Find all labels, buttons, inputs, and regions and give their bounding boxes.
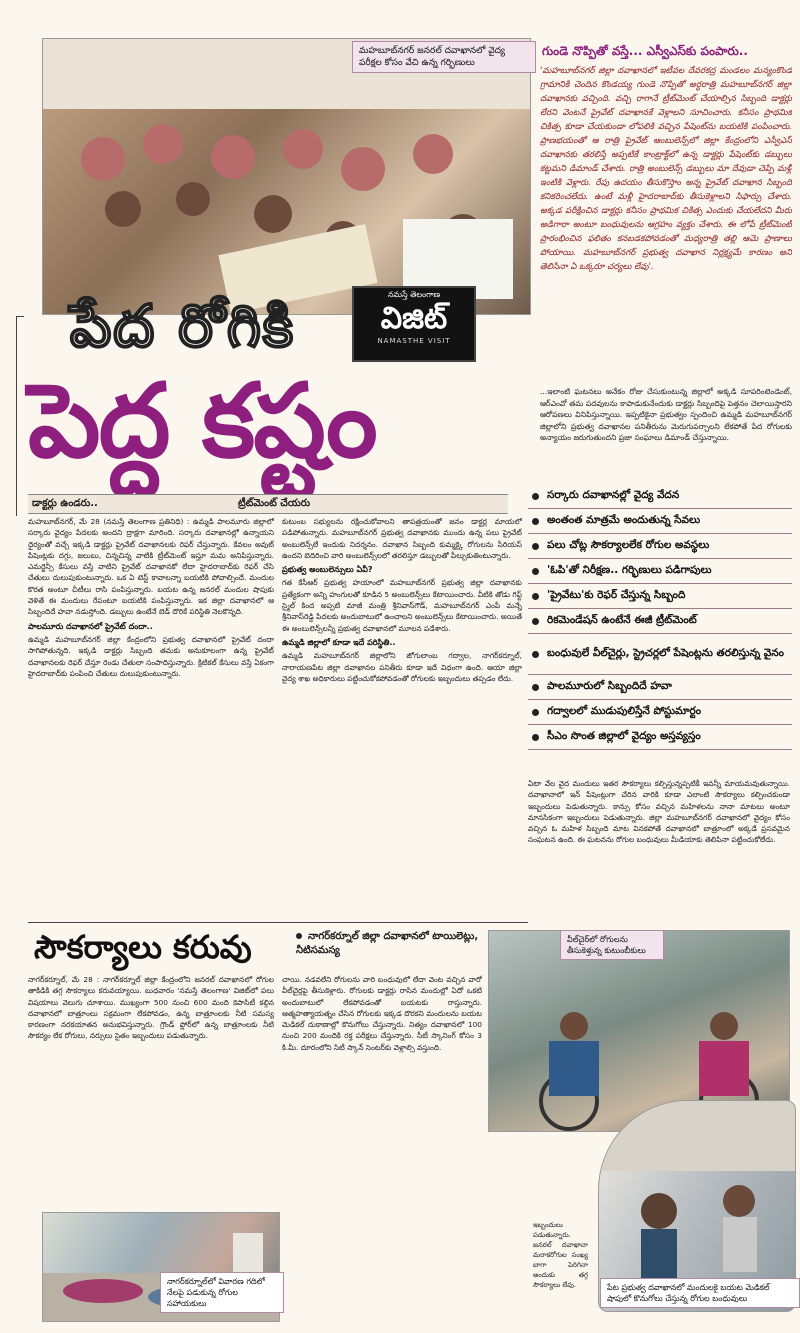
headline-frame-left	[16, 316, 17, 516]
bullet-dot-icon	[532, 684, 539, 691]
badge-main-text: విజిట్	[380, 301, 448, 336]
bullet-dot-icon	[532, 518, 539, 525]
badge-top-text: నమస్తే తెలంగాణ	[387, 290, 441, 299]
bullet-item: పలు చోట్ల సౌకర్యాలలేక రోగుల అవస్థలు	[528, 534, 792, 559]
bullet-dot-icon	[532, 593, 539, 600]
col1b-text: ఉమ్మడి మహబూబ్‌నగర్ జిల్లా కేంద్రంలోని ప్రభుత్వ దవాఖానలో ప్రైవేట్ దందా సాగిపోతున్నది. ఇక్కడి డాక్టర్లు సిబ్బంది తమకు అనుకూలంగా ఉన్న ప్రైవేట్ దవాఖానలకు రెఫర్ చేస్తూ రెండు చేతులా సంపాదిస్తున్నారు. క్రిటికల్ కేసులు వస్తే ఏకంగా హైదరాబాద్‌కు పంపించి చేతులు దులుపుకుంటున్నారు.	[28, 634, 274, 678]
strap-line	[28, 494, 508, 514]
bullet-item: 'ప్రైవేటు'కు రెఫర్ చేస్తున్న సిబ్బంది	[528, 584, 792, 609]
article-column-2	[282, 516, 522, 916]
side-paragraph: ...ఇలాంటి ఘటనలు అనేకం రోజు చేసుకుంటున్న జిల్లాలో అక్కడి సూపరింటెండెంట్, ఆర్‌ఎంవో తమ పదవులను కాపాడుకునేందుకు డాక్టర్లు సిబ్బందిపై పెత్తనం చెలాయిస్తారని ఆరోపణలు వినిపిస్తున్నాయి. ఇప్పటికైనా ప్రభుత్వం స్పందించి ఉమ్మడి మహబూబ్‌నగర్ జిల్లాలోని ప్రభుత్వ దవాఖానల పనితీరును మెరుగుపర్చాలని లేకపోతే పేద రోగులకు అన్యాయం జరుగుతుందని ప్రజా సంఘాలు డిమాండ్ చేస్తున్నాయి.	[540, 387, 792, 443]
side-quote: 'మహబూబ్‌నగర్ జిల్లా దవాఖానలో ఇటీవల దేవరకద్ర మండలం మన్యంకొండ గ్రామానికి చెందిన కొండయ్య గుండె నొప్పితో అర్ధరాత్రి మహబూబ్‌నగర్ జిల్లా దవాఖానకు వచ్చింది. వచ్చి రాగానే ట్రీట్‌మెంట్ చేయాల్సిన సిబ్బంది డాక్టర్లు లేరని వెంటనే ప్రైవేట్ దవాఖానకే వెళ్లాలని సూచించారు. కనీసం ప్రాథమిక చికిత్స కూడా చేయకుండా లోపలికి వచ్చిన పేషెంట్‌ను బయటికి పంపించారు. ప్రాణభయంతో ఆ రాత్రి ప్రైవేట్ ఆంబులెన్స్‌లో జిల్లా కేంద్రంలోని ఎస్వీఎస్ దవాఖానకు తరలిస్తే అప్పటికే కాంట్రాక్ట్‌లో ఉన్న డాక్టర్లు పేషెంట్‌కు డబ్బులు కట్టమని డిమాండ్ చేశారు. రాత్రి అంబులెన్స్ డబ్బులు మా దేవుడా చెప్పి మళ్లీ ఇంటికి వెళ్లారు. రేపు ఉదయం తీసుకొస్తాం అన్న ప్రైవేట్ దవాఖాన సిబ్బంది కనికరించలేదు. ఉంటే మళ్లీ హైదరాబాద్‌కు తీసుకెళ్లాలని సిఫార్సు చేశారు. అక్కడ పరీక్షించిన డాక్టర్లు కనీసం ప్రాథమిక చికిత్స ఎందుకు చేయలేదని మీరు అడిగారా అంటూ బంధువులను ఆగ్రహం వ్యక్తం చేశారు. ఈ లోపే ట్రీట్‌మెంట్ ప్రారంభించిన ఫలితం కనబడకపోవడంతో మధ్యరాత్రి తల్లి ఆమె ప్రాణాలు పోయాయి. మహబూబ్‌నగర్ ప్రభుత్వ దవాఖాన నిర్లక్ష్యమే కారణం అని తెలిసినా ఏ ఒక్కరూ చర్యలు లేవు'.	[540, 66, 792, 272]
top-photo-hospital-waiting	[42, 38, 531, 315]
bullet-item: రికమెండేషన్ ఉంటేనే ఈజీ ట్రీట్‌మెంట్	[528, 609, 792, 634]
top-photo-caption: మహబూబ్‌నగర్ జనరల్ దవాఖానలో వైద్య పరీక్షల కోసం వేచి ఉన్న గర్భిణులు	[352, 41, 536, 73]
headline-line1: పేద రోగికి	[70, 292, 296, 360]
article-column-1	[28, 516, 274, 916]
article-column-5: చాయి. నడవలేని రోగులను వారి బంధువులో లేదా వెంట వచ్చిన వారో వీల్‌చైర్లపై తీసుకెళ్లారు. రోగులకు డాక్టర్లు రాసిన మందుల్లో ఏదో ఒకటి అందుబాటులో లేకపోవడంతో బయటకు రాస్తున్నారు. ఆత్మహత్యాయత్నం చేసిన రోగులకు ఇక్కడ దొరకని మందులను బయట మెడికల్ దుకాణాల్లో కొనుగోలు చేస్తున్నారు. నిత్యం దవాఖానలో 100 నుంచి 200 మందికి రక్త పరీక్షలు చేస్తున్నారు. సీటీ స్కానింగ్ కోసం 3 కి.మీ. దూరంలోని సిటీ స్కాన్ సెంటర్‌కు వెళ్లాల్సి వస్తుంది.	[282, 975, 482, 1052]
bullet-dot-icon	[532, 568, 539, 575]
article-column-3: ఏటా వేల వైద మందులు ఇతర సౌకర్యాలు కల్పిస్తున్నప్పటికీ ఇవన్నీ మాయమవుతున్నాయి. దవాఖానాలో ఇన్ పేషెంట్లుగా చేరిన వారికి కూడా ఎలాంటి సౌకర్యాలు కల్పించకుండా ఇబ్బందులు పెడుతున్నారు. కాన్పు కోసం వచ్చిన మహిళలను నానా మాటలు అంటూ మానసికంగా ఇబ్బందులు పెడుతున్నారు. జిల్లా మహబూబ్‌నగర్ దవాఖానలో వైద్యం కోసం వచ్చిన ఓ మహిళ సిబ్బంది మాట వినకపోతే దవాఖానలో బాత్రూంలో అక్కడే ప్రసవమైన సంఘటన ఉంది. ఈ ఘటనను రోగుల బంధువులు మీడియాకు తెలిపినా పట్టించుకోలేదు.	[528, 779, 790, 845]
bullet-dot-icon	[532, 618, 539, 625]
bullet-item: పాలమూరులో సిబ్బందిదే హవా	[528, 675, 792, 700]
bullet-list	[528, 484, 792, 750]
bullet-item: గద్వాలలో ముడుపులిస్తేనే పోస్టుమార్టం	[528, 700, 792, 725]
col2c-text: ఉమ్మడి మహబూబ్‌నగర్ జిల్లాలోని జోగులాంబ గద్వాల, నాగర్‌కర్నూల్, నారాయణపేట జిల్లా దవాఖానల పనితీరు కూడా ఇదే విధంగా ఉంది. ఆయా జిల్లా వైద్య శాఖ అధికారులు పట్టించుకోకపోవడంతో రోగులకు ఇబ్బందులు తప్పడం లేదు.	[282, 651, 522, 683]
col2-subheading: ప్రభుత్వ అంబులెన్సులు ఏవీ?	[282, 565, 373, 575]
col1-subheading: పాలమూరు దవాఖానలో ప్రైవేట్ దందా..	[28, 621, 153, 631]
section2-bullet: నాగర్‌కర్నూల్ జిల్లా దవాఖానలో టాయిలెట్లు, నీటిసమస్య	[296, 931, 479, 956]
strap-left: డాక్టర్లు ఉండరు..	[32, 498, 98, 509]
strap-right: ట్రీట్‌మెంట్ చేయరు	[238, 498, 311, 509]
col2b-text: గత కేసీఆర్ ప్రభుత్వ హయాంలో మహబూబ్‌నగర్ ప్రభుత్వ జిల్లా దవాఖానకు ప్రత్యేకంగా అన్ని హంగులతో కూడిన 5 అంబులెన్స్‌లు కేటాయించారు. వీటికి తోడు గిఫ్ట్ స్మైల్ కింద అప్పటి మాజీ మంత్రి శ్రీనివాస్‌గౌడ్, మహబూబ్‌నగర్ ఎంపీ మన్నే శ్రీనివాస్‌రెడ్డి పేదలకు అందుబాటులో ఉంచాలని అంబులెన్స్‌లు కేటాయించారు. అయితే ఈ అంబులెన్స్‌లన్నీ ప్రభుత్వ దవాఖానలో మూలన పడేశారు.	[282, 578, 522, 633]
section2-divider	[28, 922, 528, 923]
headline-line2: పెద్ద కష్టం	[28, 362, 376, 481]
section2-title: సౌకర్యాలు కరువు	[34, 928, 252, 966]
top-photo-illustration	[43, 39, 530, 314]
bullet-item: బంధువులే వీల్‌చైర్లు, స్ట్రెచర్లలో పేషెంట్లను తరలిస్తున్న వైనం	[528, 634, 792, 675]
col2-subheading-2: ఉమ్మడి జిల్లాలో కూడా ఇదే పరిస్థితి..	[282, 637, 396, 647]
floor-waiting-caption: నాగర్‌కర్నూల్‌లో వివారణ గదిలో నేలపై పడుకున్న రోగుల సహాయకులు	[160, 1272, 284, 1313]
badge-bottom-text: NAMASTHE VISIT	[377, 337, 451, 345]
bullet-item: సర్కారు దవాఖానల్లో వైద్య వేదన	[528, 484, 792, 509]
headline-frame-top	[16, 316, 24, 317]
article-column-6: ఇబ్బందులు పడుతున్నారు. జనరల్ దవాఖానా మరాకరోగుల సంఖ్య బాగా పెరిగినా అందుకు తగ్గ సౌకర్యాలు లేవు.	[533, 1221, 588, 1289]
col2-text: కుటుంబ సభ్యులను రక్షించుకోవాలని తాపత్రయంతో జనం డాక్టర్ల మాయలో పడిపోతున్నారు. మహబూబ్‌నగర్ ప్రభుత్వ దవాఖానకు ముందు ఉన్న పలు ప్రైవేట్ అంబులెన్స్‌లే ఇందుకు నిదర్శనం. దవాఖాన సిబ్బంది కుమ్మక్కై రోగులను సీరియస్ ఉందని బెదిరించి వారి అంబులెన్స్‌లలో తరలిస్తూ డబ్బులతో పీల్చుకుతింటున్నారు.	[282, 517, 522, 560]
bullet-dot-icon	[532, 543, 539, 550]
medical-shop-caption: పేట ప్రభుత్వ దవాఖానలో మందులకై బయట మెడికల్ షాపులో కొనుగోలు చేస్తున్న రోగుల బంధువులు	[600, 1278, 800, 1308]
wheelchair-caption: వీల్‌చైర్‌లో రోగులను తీసుకెళ్తున్న కుటుంబీకులు	[560, 930, 664, 960]
bullet-dot-icon	[532, 493, 539, 500]
namasthe-visit-badge	[352, 286, 476, 362]
bullet-item: 'ఓపి'తో నిరీక్షణ.. గర్భిణులు పడిగాపులు	[528, 559, 792, 584]
bullet-item: సీఎం సొంత జిల్లాలో వైద్యం అస్తవ్యస్తం	[528, 725, 792, 750]
article-column-4: నాగర్‌కర్నూల్, మే 28 : నాగర్‌కర్నూల్ జిల్లా కేంద్రంలోని జనరల్ దవాఖానలో రోగుల తాకిడికి తగ్గ సౌకర్యాలు కరువయ్యాయి. బుధవారం 'నమస్తే తెలంగాణ' విజిట్‌లో పలు విషయాలు వెలుగు చూశాయి. ముఖ్యంగా 500 నుంచి 600 మంది కెపాసిటీ కల్గిన దవాఖానలో బాత్రూంలు సక్రమంగా లేకపోవడం, ఉన్న బాత్రూంలకు నీటి సమస్య కారణంగా నరకయాతన అనుభవిస్తున్నారు. గ్రౌండ్ ఫ్లోర్‌లో ఉన్న బాత్రూంలకు నీటి సౌకర్యం లేక రోగులు, నర్సులు సైతం ఇబ్బందులు పడుతున్నారు.	[28, 975, 274, 1041]
bullet-dot-icon	[532, 651, 539, 658]
bullet-item: అంతంత మాత్రమే అందుతున్న సేవలు	[528, 509, 792, 534]
side-heading: గుండె నొప్పితో వస్తే... ఎస్వీఎస్‌కు పంపారు..	[542, 44, 748, 58]
bullet-dot-icon	[532, 734, 539, 741]
bullet-dot-icon	[532, 709, 539, 716]
col1-text: మహబూబ్‌నగర్, మే 28 (నమస్తే తెలంగాణ ప్రతినిధి) : ఉమ్మడి పాలమూరు జిల్లాలో సర్కారు వైద్యం పేదలకు అందని ద్రాక్షగా మారింది. సర్కారు దవాఖానల్లో ఉన్నాయని ధైర్యంతో వచ్చే ఇక్కడి డాక్టర్లు ప్రైవేట్ దవాఖానలకు రెఫర్ చేస్తున్నారు. కేవలం అవుట్ పేషెంట్లకు దగ్గు, జలుబు, చిన్నచిన్న వాటికి ట్రీట్‌మెంట్ ఇస్తూ మమ అనిపిస్తున్నారు. ఎమర్జెన్సీ కేసులు వస్తే వాటిని ప్రైవేట్ దవాఖానకో లేదా హైదరాబాద్‌కు రెఫర్ చేసి చేతులు దులుపుకుంటున్నారు. ఒక ఏ టెస్ట్ కావాలన్నా బయటికి పోవాల్సిందే. మందుల కొరత అంటూ చీటీలు రాసి పంపిస్తున్నారు. బయట ఉన్న జనరల్ మందుల షాపుకు వెళితే ఈ మందులు రేపంటూ బయటికి పంపిస్తున్నారు. ఇక జిల్లా దవాఖానలో ఆ సిబ్బందిదే హవా నడుస్తోంది. డబ్బులు ఉంటేనే బెడ్ దొరికే పరిస్థితి నెలకొన్నది.	[28, 517, 274, 617]
bullet-dot-icon	[296, 933, 302, 939]
